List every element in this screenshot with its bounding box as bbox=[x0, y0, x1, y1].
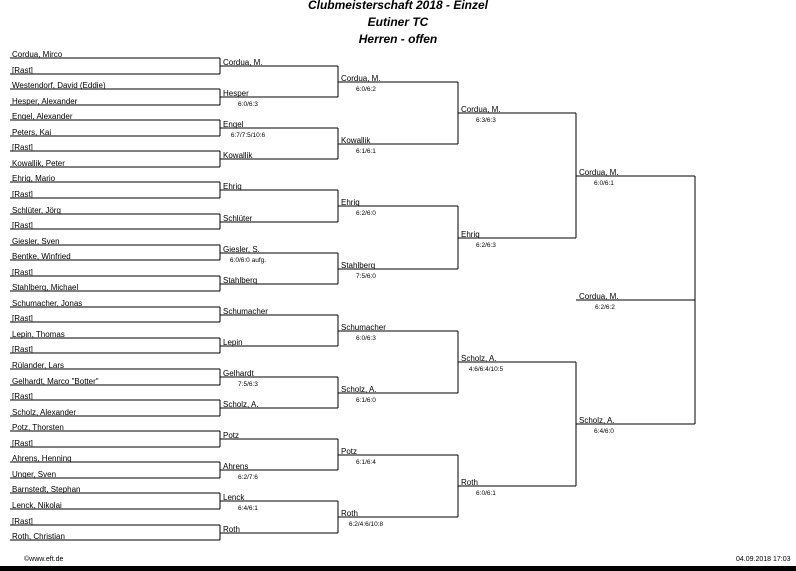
player-name: Kowallik, Peter bbox=[12, 159, 65, 168]
tournament-title: Clubmeisterschaft 2018 - Einzel bbox=[307, 0, 489, 12]
player-name: Rülander, Lars bbox=[12, 361, 65, 370]
winner-name: Schumacher bbox=[341, 323, 386, 332]
player-name: Lenck, Nikolai bbox=[12, 501, 62, 510]
player-name: Unger, Sven bbox=[12, 470, 57, 479]
match-score: 6:0/6:3 bbox=[238, 101, 258, 108]
match-score: 4:6/6:4/10:5 bbox=[468, 366, 504, 373]
winner-name: Cordua, M. bbox=[223, 58, 263, 67]
player-name: [Rast] bbox=[12, 392, 33, 401]
match-score: 7:5/6:3 bbox=[238, 381, 258, 388]
winner-name: Scholz, A. bbox=[341, 385, 377, 394]
winner-name: Schlüter bbox=[223, 214, 253, 223]
champion-name: Cordua, M. bbox=[579, 292, 619, 301]
match-score: 6:0/6:1 bbox=[594, 180, 614, 187]
match-score: 6:4/6:1 bbox=[238, 505, 258, 512]
player-name: Roth, Christian bbox=[12, 532, 65, 541]
player-name: Peters, Kai bbox=[12, 128, 52, 137]
winner-name: Scholz, A. bbox=[579, 416, 615, 425]
player-name: Schumacher, Jonas bbox=[12, 299, 83, 308]
winner-name: Engel bbox=[223, 120, 244, 129]
winner-name: Hesper bbox=[223, 89, 249, 98]
player-name: Bentke, Winfried bbox=[12, 252, 71, 261]
match-score: 6:1/6:4 bbox=[356, 459, 376, 466]
player-name: [Rast] bbox=[12, 345, 33, 354]
match-score: 6:0/6:1 bbox=[476, 490, 496, 497]
winner-name: Ahrens bbox=[223, 462, 249, 471]
match-score: 6:0/6:3 bbox=[356, 335, 376, 342]
winner-name: Roth bbox=[223, 525, 240, 534]
category-label: Herren - offen bbox=[358, 32, 438, 46]
player-name: Gelhardt, Marco "Botter" bbox=[12, 377, 99, 386]
player-name: Engel, Alexander bbox=[12, 112, 73, 121]
match-score: 6:1/6:0 bbox=[356, 397, 376, 404]
winner-name: Kowallik bbox=[341, 136, 371, 145]
copyright-source: ©www.eft.de bbox=[24, 556, 64, 563]
winner-name: Cordua, M. bbox=[579, 168, 619, 177]
player-name: Ahrens, Henning bbox=[12, 454, 72, 463]
player-name: [Rast] bbox=[12, 143, 33, 152]
winner-name: Ehrig bbox=[461, 230, 480, 239]
player-name: Giesler, Sven bbox=[12, 237, 60, 246]
player-name: Potz, Thorsten bbox=[12, 423, 64, 432]
winner-name: Lenck bbox=[223, 493, 245, 502]
player-name: Cordua, Mirco bbox=[12, 50, 63, 59]
winner-name: Cordua, M. bbox=[461, 105, 501, 114]
player-name: Hesper, Alexander bbox=[12, 97, 78, 106]
print-timestamp: 04.09.2018 17:03 bbox=[736, 556, 791, 563]
match-score: 6:7/7:5/10:6 bbox=[230, 132, 266, 139]
winner-name: Scholz, A. bbox=[461, 354, 497, 363]
player-name: Ehrig, Mario bbox=[12, 174, 56, 183]
player-name: [Rast] bbox=[12, 221, 33, 230]
match-score: 6:1/6:1 bbox=[356, 148, 376, 155]
player-name: [Rast] bbox=[12, 517, 33, 526]
player-name: Westendorf, David (Eddie) bbox=[12, 81, 106, 90]
winner-name: Lepin bbox=[223, 338, 243, 347]
match-score: 6:3/6:3 bbox=[476, 117, 496, 124]
winner-name: Ehrig bbox=[341, 198, 360, 207]
winner-name: Scholz, A. bbox=[223, 400, 259, 409]
player-name: Stahlberg, Michael bbox=[12, 283, 79, 292]
player-name: [Rast] bbox=[12, 314, 33, 323]
player-name: [Rast] bbox=[12, 190, 33, 199]
match-score: 6:2/7:6 bbox=[238, 474, 258, 481]
final-score: 6:2/6:2 bbox=[595, 304, 615, 311]
winner-name: Gelhardt bbox=[223, 369, 254, 378]
winner-name: Stahlberg bbox=[341, 261, 376, 270]
bottom-bar bbox=[0, 566, 796, 571]
match-score: 6:2/4:6/10:8 bbox=[348, 521, 384, 528]
player-name: Scholz, Alexander bbox=[12, 408, 77, 417]
winner-name: Stahlberg bbox=[223, 276, 258, 285]
match-score: 6:0/6:2 bbox=[356, 86, 376, 93]
winner-name: Giesler, S. bbox=[223, 245, 260, 254]
match-score: 6:2/6:0 bbox=[356, 210, 376, 217]
player-name: [Rast] bbox=[12, 439, 33, 448]
winner-name: Ehrig bbox=[223, 182, 242, 191]
winner-name: Schumacher bbox=[223, 307, 268, 316]
player-name: Lepin, Thomas bbox=[12, 330, 65, 339]
winner-name: Cordua, M. bbox=[341, 74, 381, 83]
winner-name: Roth bbox=[341, 509, 358, 518]
winner-name: Potz bbox=[341, 447, 358, 456]
player-name: [Rast] bbox=[12, 66, 33, 75]
winner-name: Roth bbox=[461, 478, 478, 487]
club-name: Eutiner TC bbox=[367, 15, 429, 29]
match-score: 6:2/6:3 bbox=[476, 242, 496, 249]
match-score: 6:4/6:0 bbox=[594, 428, 614, 435]
match-score: 7:5/6:0 bbox=[356, 273, 376, 280]
winner-name: Potz bbox=[223, 431, 240, 440]
player-name: Schlüter, Jörg bbox=[12, 206, 61, 215]
player-name: Barnstedt, Stephan bbox=[12, 485, 81, 494]
winner-name: Kowallik bbox=[223, 151, 253, 160]
match-score: 6:0/6:0 aufg. bbox=[229, 257, 267, 264]
player-name: [Rast] bbox=[12, 268, 33, 277]
